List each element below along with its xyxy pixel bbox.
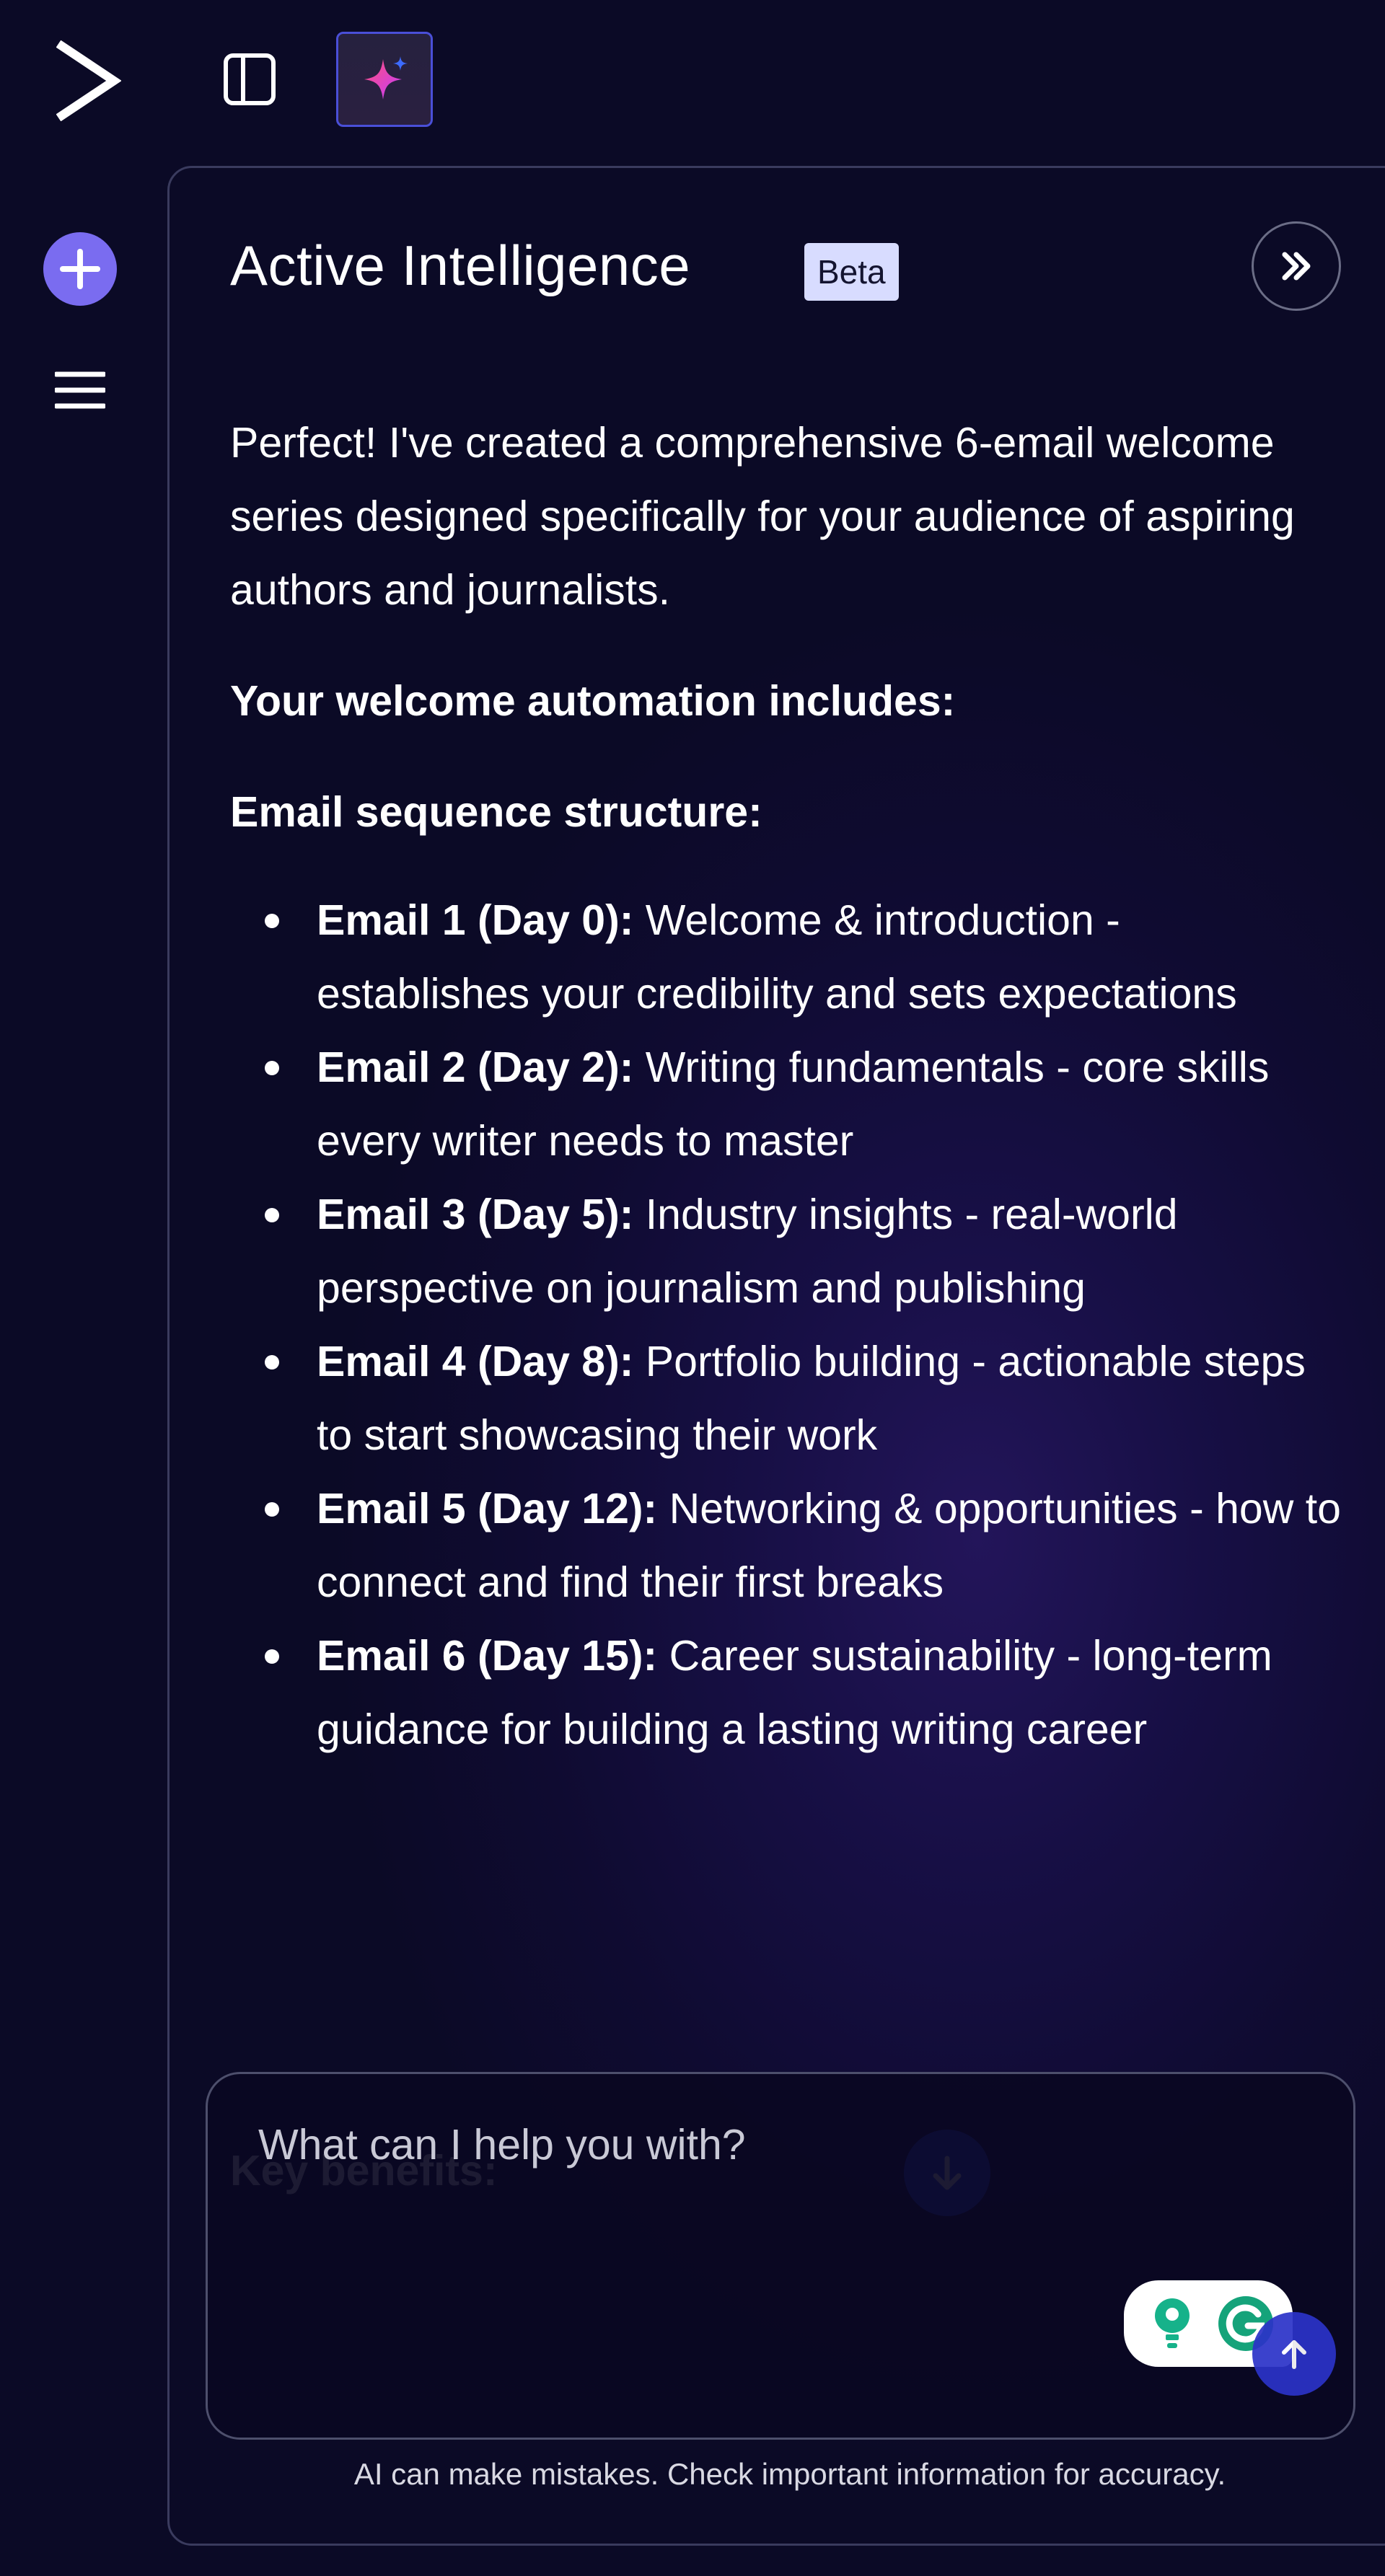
sparkle-icon — [354, 49, 415, 110]
bullet — [265, 1061, 279, 1075]
activecampaign-logo-icon[interactable] — [56, 40, 121, 121]
email-label: Email 1 (Day 0): — [317, 896, 634, 944]
bullet — [265, 1208, 279, 1222]
plus-icon — [58, 247, 102, 291]
new-chat-button[interactable] — [43, 232, 117, 306]
sidebar-toggle-button[interactable] — [221, 50, 278, 108]
menu-button[interactable] — [50, 361, 110, 420]
assistant-message — [230, 406, 1341, 1766]
lightbulb-icon — [1150, 2295, 1195, 2352]
message-heading: Email sequence structure: — [230, 788, 762, 836]
chat-input[interactable] — [258, 2109, 1268, 2181]
sidebar-panel-icon — [223, 53, 276, 106]
assistant-panel — [167, 166, 1385, 2546]
message-heading: Your welcome automation includes: — [230, 677, 956, 725]
collapse-panel-button[interactable] — [1252, 221, 1341, 311]
email-label: Email 6 (Day 15): — [317, 1632, 658, 1680]
hamburger-menu-icon — [55, 370, 105, 410]
message-composer — [206, 2072, 1355, 2440]
list-item — [317, 1325, 1341, 1472]
panel-title: Active Intelligence — [230, 234, 691, 297]
arrow-up-icon — [1275, 2335, 1313, 2373]
email-description: Industry insights - real-world perspective on journalism and publishing — [317, 1191, 1178, 1312]
list-item — [317, 883, 1341, 1031]
email-sequence-list — [230, 883, 1341, 1766]
bullet — [265, 1649, 279, 1664]
bullet — [265, 1355, 279, 1369]
email-label: Email 4 (Day 8): — [317, 1338, 634, 1385]
list-item — [317, 1178, 1341, 1325]
list-item — [317, 1472, 1341, 1619]
message-intro: Perfect! I've created a comprehensive 6-email welcome series designed specifically for your audience of aspiring authors and journalists. — [230, 419, 1295, 614]
email-description: Networking & opportunities - how to connect and find their first breaks — [317, 1485, 1341, 1606]
list-item — [317, 1619, 1341, 1766]
bullet — [265, 1502, 279, 1517]
active-intelligence-toggle-button[interactable] — [336, 32, 433, 127]
double-chevron-right-icon — [1276, 246, 1316, 286]
bullet — [265, 914, 279, 928]
email-label: Email 2 (Day 2): — [317, 1044, 634, 1091]
list-item — [317, 1031, 1341, 1178]
email-description: Writing fundamentals - core skills every writer needs to master — [317, 1044, 1270, 1165]
email-label: Email 3 (Day 5): — [317, 1191, 634, 1238]
email-label: Email 5 (Day 12): — [317, 1485, 658, 1532]
ai-disclaimer: AI can make mistakes. Check important information for accuracy. — [353, 2457, 1226, 2491]
email-description: Career sustainability - long-term guidance for building a lasting writing career — [317, 1632, 1272, 1753]
send-button[interactable] — [1252, 2312, 1336, 2396]
email-description: Portfolio building - actionable steps to start showcasing their work — [317, 1338, 1306, 1459]
beta-badge: Beta — [804, 243, 899, 301]
email-description: Welcome & introduction - establishes your credibility and sets expectations — [317, 896, 1237, 1018]
